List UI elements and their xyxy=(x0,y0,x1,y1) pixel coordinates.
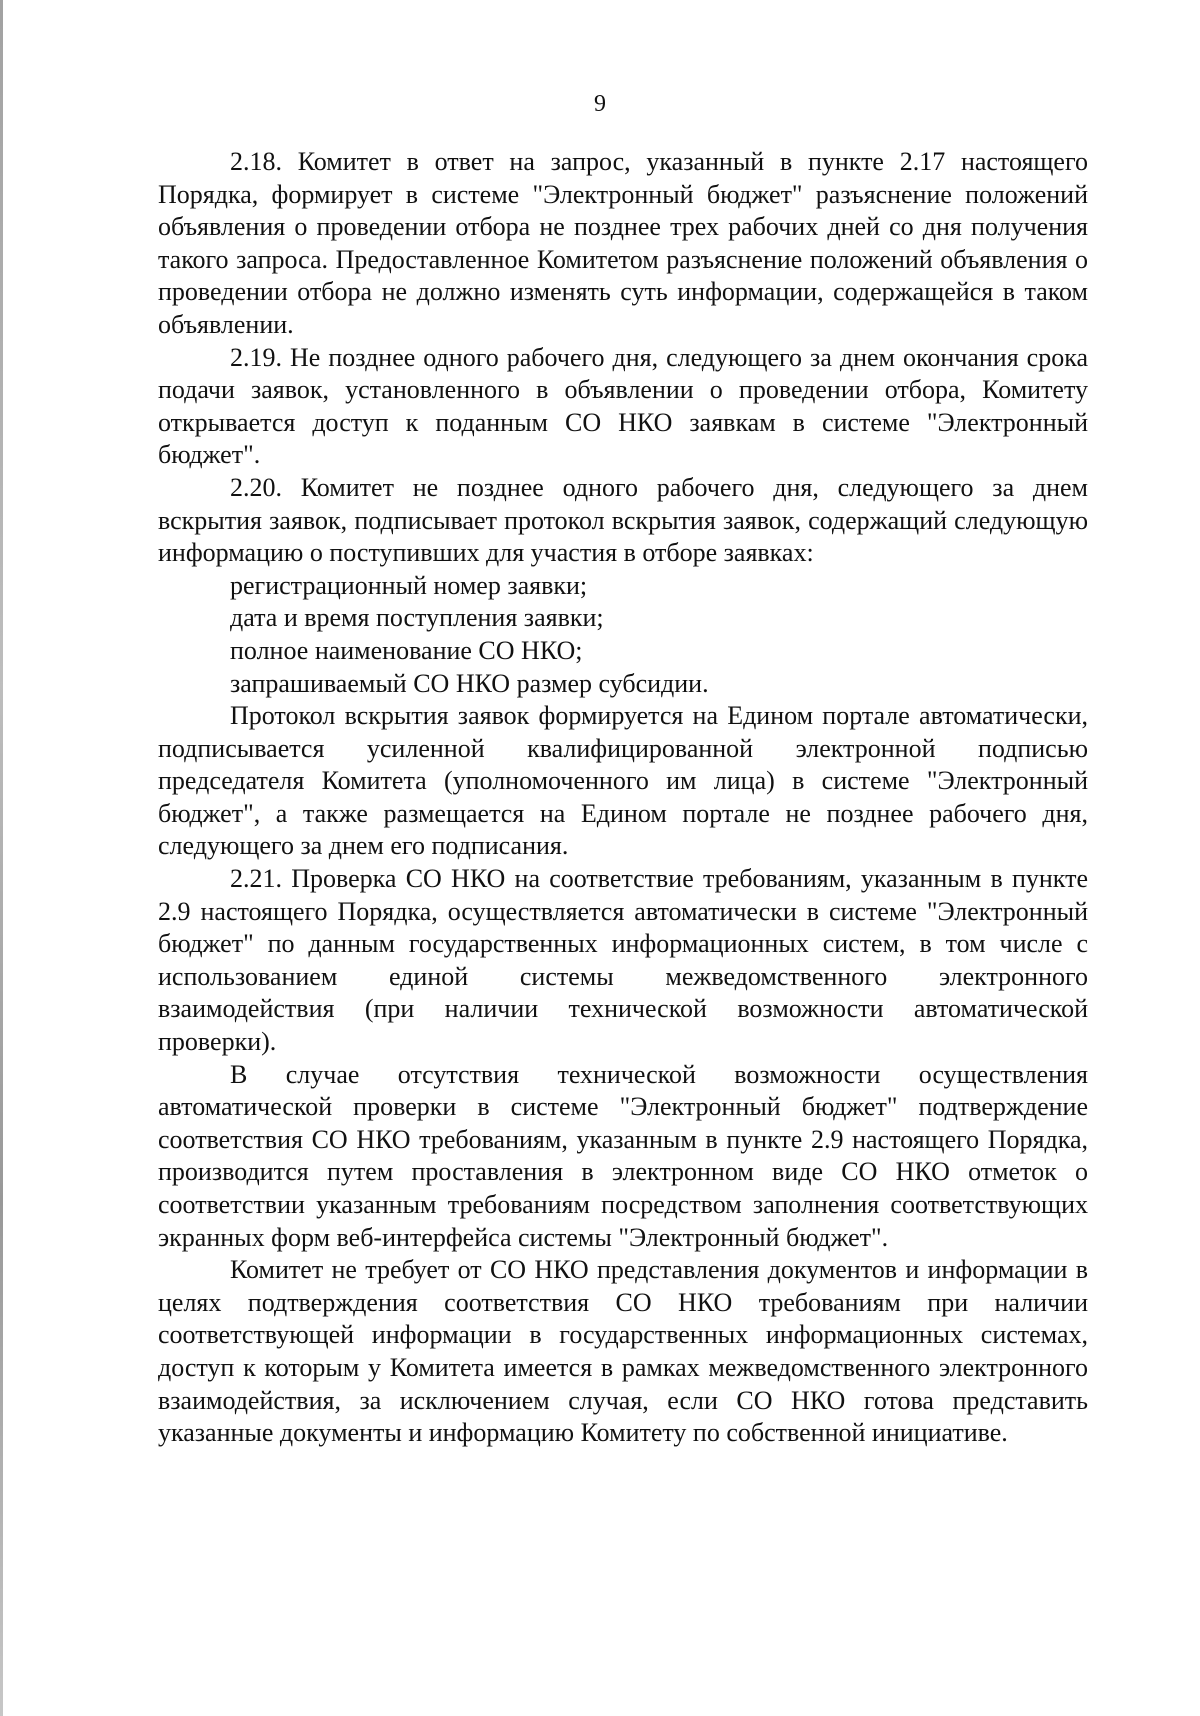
list-item-date-time: дата и время поступления заявки; xyxy=(230,603,604,633)
list-item-full-name: полное наименование СО НКО; xyxy=(230,635,583,665)
paragraph-committee-not-require: Комитет не требует от СО НКО представления документов и информации в целях подтверждения соответствия СО НКО требованиям при наличии соответствующей информации в государственных информационных системах, доступ к которым у Комитета имеется в рамках межведомственного электронного взаимодействия, за исключением случая, если СО НКО готова представить указанные документы и информацию Комитету по собственной инициативе. xyxy=(158,1255,1088,1448)
list-item-registration-number: регистрационный номер заявки; xyxy=(230,570,588,600)
scan-edge-shadow xyxy=(0,0,3,1716)
list-item-subsidy-amount: запрашиваемый СО НКО размер субсидии. xyxy=(230,668,709,698)
page-number: 9 xyxy=(594,91,606,117)
paragraph-no-technical-possibility: В случае отсутствия технической возможности осуществления автоматической проверки в системе "Электронный бюджет" подтверждение соответствия СО НКО требованиям, указанным в пункте 2.9 настоящего Порядка, производится путем проставления в электронном виде СО НКО отметок о соответствии указанным требованиям посредством заполнения соответствующих экранных форм веб-интерфейса системы "Электронный бюджет". xyxy=(158,1059,1088,1252)
paragraph-2-18: 2.18. Комитет в ответ на запрос, указанный в пункте 2.17 настоящего Порядка, формирует в системе "Электронный бюджет" разъяснение положений объявления о проведении отбора не позднее трех рабочих дней со дня получения такого запроса. Предоставленное Комитетом разъяснение положений объявления о проведении отбора не должно изменять суть информации, содержащейся в таком объявлении. xyxy=(158,147,1088,339)
paragraph-2-20: 2.20. Комитет не позднее одного рабочего дня, следующего за днем вскрытия заявок, подписывает протокол вскрытия заявок, содержащий следующую информацию о поступивших для участия в отборе заявках: xyxy=(158,472,1088,568)
paragraph-2-19: 2.19. Не позднее одного рабочего дня, следующего за днем окончания срока подачи заявок, установленного в объявлении о проведении отбора, Комитету открывается доступ к поданным СО НКО заявкам в системе "Электронный бюджет". xyxy=(158,342,1088,470)
document-body xyxy=(158,146,1088,1450)
paragraph-protocol: Протокол вскрытия заявок формируется на Едином портале автоматически, подписывается усиленной квалифицированной электронной подписью председателя Комитета (уполномоченного им лица) в системе "Электронный бюджет", а также размещается на Едином портале не позднее рабочего дня, следующего за днем его подписания. xyxy=(158,701,1088,861)
paragraph-2-21: 2.21. Проверка СО НКО на соответствие требованиям, указанным в пункте 2.9 настоящего Порядка, осуществляется автоматически в системе "Электронный бюджет" по данным государственных информационных систем, в том числе с использованием единой системы межведомственного электронного взаимодействия (при наличии технической возможности автоматической проверки). xyxy=(158,864,1088,1057)
